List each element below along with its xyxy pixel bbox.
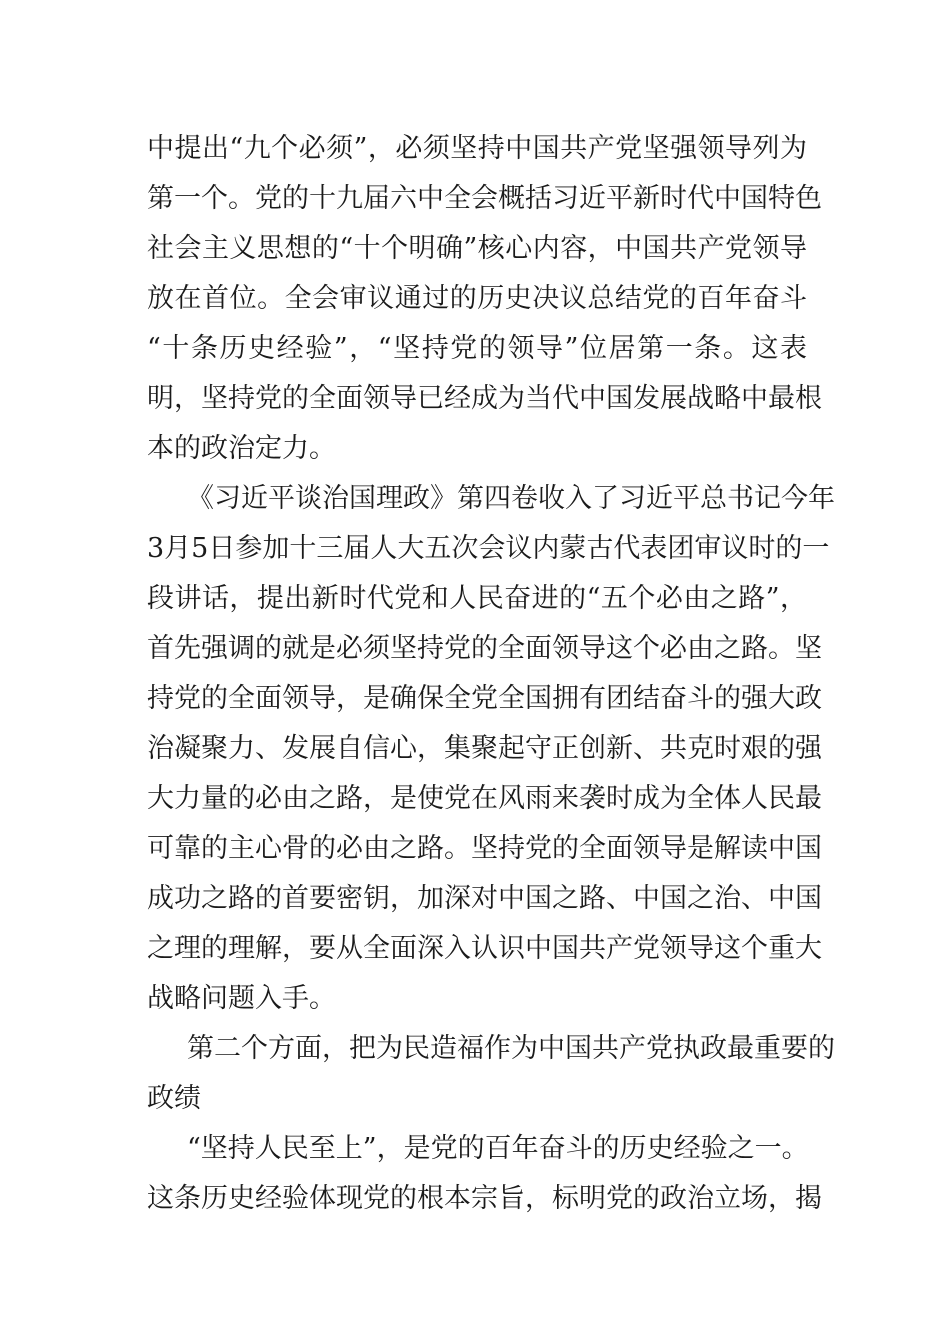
paragraph	[147, 1024, 835, 1124]
text-line: 大力量的必由之路，是使党在风雨来袭时成为全体人民最	[147, 783, 822, 814]
text-line: 明，坚持党的全面领导已经成为当代中国发展战略中最根	[147, 383, 822, 414]
text-line: 首先强调的就是必须坚持党的全面领导这个必由之路。坚	[147, 633, 822, 664]
text-line: “坚持人民至上”，是党的百年奋斗的历史经验之一。	[187, 1133, 809, 1164]
text-line: 战略问题入手。	[147, 983, 336, 1014]
text-line: 持党的全面领导，是确保全党全国拥有团结奋斗的强大政	[147, 683, 822, 714]
paragraph	[147, 474, 835, 1024]
text-line: 第一个。党的十九届六中全会概括习近平新时代中国特色	[147, 183, 822, 214]
text-line: 第二个方面，把为民造福作为中国共产党执政最重要的	[187, 1033, 835, 1064]
text-line: 3月5日参加十三届人大五次会议内蒙古代表团审议时的一	[147, 533, 830, 564]
text-line: 政绩	[147, 1083, 201, 1114]
text-line: 治凝聚力、发展自信心，集聚起守正创新、共克时艰的强	[147, 733, 822, 764]
text-line: “十条历史经验”，“坚持党的领导”位居第一条。这表	[147, 333, 807, 364]
paragraph	[147, 1124, 822, 1224]
text-line: 《习近平谈治国理政》第四卷收入了习近平总书记今年	[187, 483, 835, 514]
text-line: 中提出“九个必须”，必须坚持中国共产党坚强领导列为	[147, 133, 807, 164]
text-line: 成功之路的首要密钥，加深对中国之路、中国之治、中国	[147, 883, 822, 914]
text-line: 这条历史经验体现党的根本宗旨，标明党的政治立场，揭	[147, 1183, 822, 1214]
text-line: 可靠的主心骨的必由之路。坚持党的全面领导是解读中国	[147, 833, 822, 864]
text-line: 社会主义思想的“十个明确”核心内容，中国共产党领导	[147, 233, 807, 264]
text-line: 放在首位。全会审议通过的历史决议总结党的百年奋斗	[147, 283, 807, 314]
text-line: 本的政治定力。	[147, 433, 336, 464]
text-line: 段讲话，提出新时代党和人民奋进的“五个必由之路”，	[147, 583, 807, 614]
document-body	[147, 124, 835, 1224]
paragraph	[147, 124, 822, 474]
text-line: 之理的理解，要从全面深入认识中国共产党领导这个重大	[147, 933, 822, 964]
